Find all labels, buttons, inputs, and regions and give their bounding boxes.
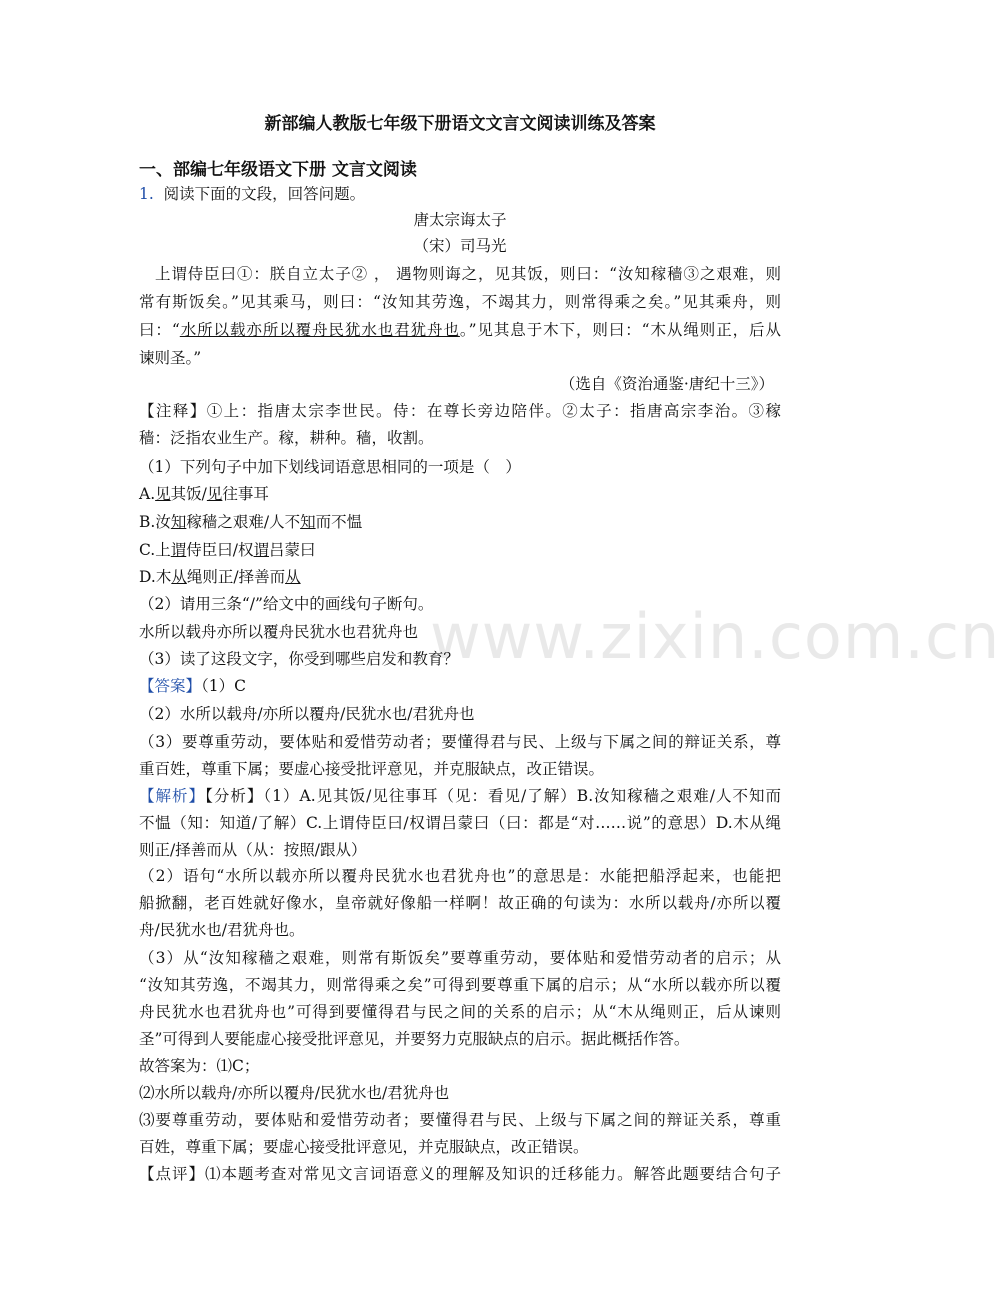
analysis-line: （2）语句“水所以载亦所以覆舟民犹水也君犹舟也”的意思是：水能把船浮起来，也能把 xyxy=(139,867,781,885)
option-prefix: C. xyxy=(139,541,156,559)
underlined-word: 知 xyxy=(300,513,316,531)
analysis-line: （3）从“汝知稼穑之艰难，则常有斯饭矣”要尊重劳动，要体贴和爱惜劳动者的启示；从 xyxy=(139,949,781,967)
underlined-word: 谓 xyxy=(170,541,187,559)
passage-line: 上谓侍臣曰①：朕自立太子② ， 遇物则诲之，见其饭，则曰：“汝知稼穑③之艰难，则 xyxy=(155,265,781,283)
option-text: 木 xyxy=(155,568,172,586)
option-text: 上 xyxy=(155,541,171,559)
option-prefix: A. xyxy=(139,485,156,503)
passage-title: 唐太宗诲太子 xyxy=(413,211,507,229)
answer-line-4: 重百姓，尊重下属；要虚心接受批评意见，并克服缺点，改正错误。 xyxy=(139,760,605,778)
analysis-line: 舟/民犹水也/君犹舟也。 xyxy=(139,921,305,939)
option-text: 汝 xyxy=(155,513,171,531)
notes-line: 穑：泛指农业生产。稼，耕种。穑，收割。 xyxy=(139,429,434,447)
passage-text: 。”见其息于木下，则曰：“木从绳则正，后从 xyxy=(459,321,781,339)
option-text: 绳则正/择善而 xyxy=(186,568,286,586)
question-number: 1. xyxy=(139,185,154,203)
underlined-word: 从 xyxy=(285,568,301,586)
option-text: 侍臣曰/权 xyxy=(186,541,254,559)
passage-line: 常有斯饭矣。”见其乘马，则曰：“汝知其劳逸，不竭其力，则常得乘之矣。”见其乘舟，则 xyxy=(139,293,781,311)
final-answer-line: ⑵水所以载舟/亦所以覆舟/民犹水也/君犹舟也 xyxy=(139,1084,450,1102)
underlined-word: 见 xyxy=(155,485,171,503)
answer-label: 【答案】 xyxy=(139,677,202,695)
question-instruction: 阅读下面的文段，回答问题。 xyxy=(163,185,366,203)
review-text: ⑴本题考查对常见文言词语意义的理解及知识的迁移能力。解答此题要结合句子 xyxy=(204,1165,781,1183)
notes-line: 【注释】①上：指唐太宗李世民。侍：在尊长旁边陪伴。②太子：指唐高宗李治。③稼 xyxy=(139,402,781,420)
option-text: 往事耳 xyxy=(222,485,269,503)
review-label: 【点评】 xyxy=(139,1165,205,1183)
final-answer-line: 故答案为：⑴C； xyxy=(139,1057,260,1075)
underlined-word: 知 xyxy=(170,513,187,531)
answer-line-3: （3）要尊重劳动，要体贴和爱惜劳动者；要懂得君与民、上级与下属之间的辩证关系，尊 xyxy=(139,733,781,751)
sub-question-2-sentence: 水所以载舟亦所以覆舟民犹水也君犹舟也 xyxy=(139,623,419,641)
watermark: www.zixin.com.cn xyxy=(430,600,1000,673)
option-a xyxy=(139,484,269,504)
sub-question-1: （1）下列句子中加下划线词语意思相同的一项是（ ） xyxy=(139,458,521,476)
passage-line-underlined xyxy=(139,320,781,340)
document-title: 新部编人教版七年级下册语文文言文阅读训练及答案 xyxy=(264,114,656,134)
final-answer-line: ⑶要尊重劳动，要体贴和爱惜劳动者；要懂得君与民、上级与下属之间的辩证关系，尊重 xyxy=(139,1111,781,1129)
analysis-line xyxy=(139,786,781,806)
analysis-line: 舟民犹水也君犹舟也”可得到要懂得君与民之间的关系的启示；从“木从绳则正，后从谏则 xyxy=(139,1003,781,1021)
option-text: 吕蒙曰 xyxy=(269,541,316,559)
option-prefix: D. xyxy=(139,568,156,586)
passage-text: 曰：“ xyxy=(139,321,180,339)
option-text: 其饭/ xyxy=(170,485,207,503)
option-text: 稼穑之艰难/人不 xyxy=(186,513,301,531)
analysis-label: 【解析】 xyxy=(139,787,206,805)
option-c xyxy=(139,540,316,560)
analysis-text: 【分析】（1）A.见其饭/见往事耳（见：看见/了解）B.汝知稼穑之艰难/人不知而 xyxy=(205,787,781,805)
passage-line: 谏则圣。” xyxy=(139,349,202,367)
answer-line-1 xyxy=(139,676,246,696)
passage-source: （选自《资治通鉴·唐纪十三》） xyxy=(559,375,774,393)
underlined-word: 从 xyxy=(171,568,187,586)
option-text: 而不愠 xyxy=(315,513,363,531)
option-prefix: B. xyxy=(139,513,156,531)
answer-text: （1）C xyxy=(201,677,246,695)
analysis-line: 则正/择善而从（从：按照/跟从） xyxy=(139,841,367,859)
option-b xyxy=(139,512,362,532)
analysis-line: 船掀翻，老百姓就好像水，皇帝就好像船一样啊！故正确的句读为：水所以载舟/亦所以覆 xyxy=(139,894,781,912)
analysis-line: 不愠（知：知道/了解）C.上谓侍臣曰/权谓吕蒙曰（曰：都是“对……说”的意思）D.木从绳 xyxy=(139,814,781,832)
underlined-word: 谓 xyxy=(253,541,270,559)
sub-question-2: （2）请用三条“/”给文中的画线句子断句。 xyxy=(139,595,434,613)
passage-author: （宋）司马光 xyxy=(413,237,507,255)
sub-question-3: （3）读了这段文字，你受到哪些启发和教育？ xyxy=(139,650,459,668)
review-line xyxy=(139,1164,781,1184)
final-answer-line: 百姓，尊重下属；要虚心接受批评意见，并克服缺点，改正错误。 xyxy=(139,1138,589,1156)
underlined-sentence: 水所以载亦所以覆舟民犹水也君犹舟也 xyxy=(179,321,460,339)
option-d xyxy=(139,567,301,587)
analysis-line: “汝知其劳逸，不竭其力，则常得乘之矣”可得到要尊重下属的启示；从“水所以载亦所以覆 xyxy=(139,976,781,994)
answer-line-2: （2）水所以载舟/亦所以覆舟/民犹水也/君犹舟也 xyxy=(139,705,475,723)
analysis-line: 圣”可得到人要能虚心接受批评意见，并要努力克服缺点的启示。据此概括作答。 xyxy=(139,1030,690,1048)
underlined-word: 见 xyxy=(206,485,223,503)
question-intro xyxy=(139,184,365,204)
section-heading: 一、部编七年级语文下册 文言文阅读 xyxy=(139,160,417,180)
